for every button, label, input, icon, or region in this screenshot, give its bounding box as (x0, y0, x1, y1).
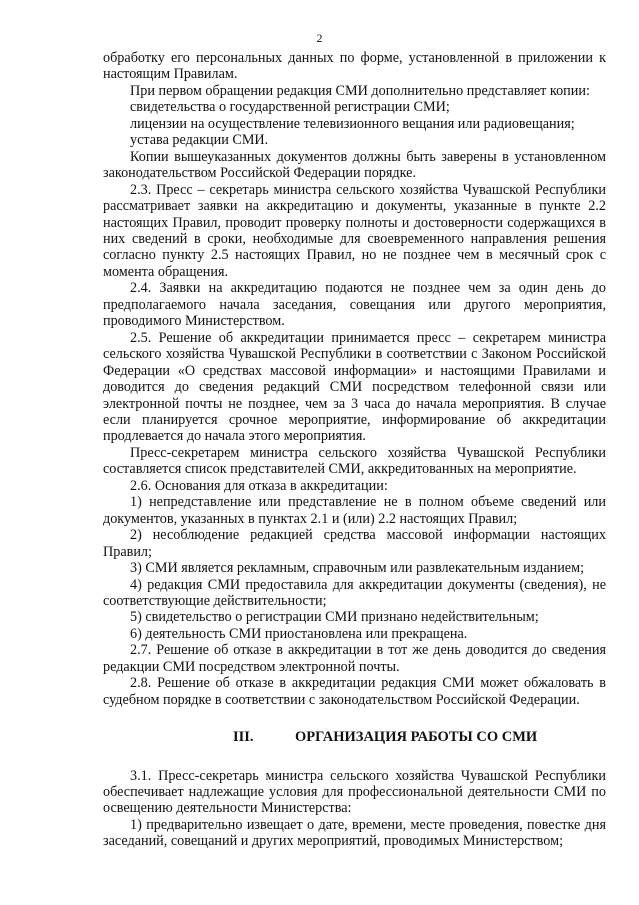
paragraph: 2.3. Пресс – секретарь министра сельского хозяйства Чувашской Республики рассматривает заявки на аккредитацию и документы, указанные в пункте 2.2 настоящих Правил, проводит проверку полноты и достоверности содержащихся в них сведений в сроки, необходимые для своевременного направления решения согласно пункту 2.5 настоящих Правил, но не позднее чем в месячный срок с момента обращения. (103, 181, 606, 280)
paragraph: При первом обращении редакция СМИ дополнительно представляет копии: (130, 82, 590, 99)
paragraph: Пресс-секретарем министра сельского хозяйства Чувашской Республики составляется список представителей СМИ, аккредитованных на мероприятие. (103, 444, 606, 478)
paragraph: 4) редакция СМИ предоставила для аккредитации документы (сведения), не соответствующие действительности; (103, 576, 606, 609)
paragraph: 2) несоблюдение редакцией средства массовой информации настоящих Правил; (103, 527, 606, 560)
section-heading (103, 729, 606, 745)
paragraph: 2.8. Решение об отказе в аккредитации редакция СМИ может обжаловать в судебном порядке в соответствии с законодательством Российской Федерации. (103, 675, 606, 708)
paragraph: 6) деятельность СМИ приостановлена или прекращена. (130, 625, 468, 642)
paragraph: 2.7. Решение об отказе в аккредитации в тот же день доводится до сведения редакции СМИ посредством электронной почты. (103, 642, 606, 675)
section-3-text (103, 768, 606, 850)
document-body (103, 50, 606, 850)
paragraph: Копии вышеуказанных документов должны быть заверены в установленном законодательством Российской Федерации порядке. (103, 148, 606, 182)
paragraph: 3.1. Пресс-секретарь министра сельского хозяйства Чувашской Республики обеспечивает надлежащие условия для профессиональной деятельности СМИ по освещению деятельности Министерства: (103, 767, 606, 817)
paragraph: 1) предварительно извещает о дате, времени, месте проведения, повестке дня заседаний, совещаний и других мероприятий, проводимых Министерством; (103, 816, 606, 850)
paragraph: 1) непредставление или представление не в полном объеме сведений или документов, указанных в пунктах 2.1 и (или) 2.2 настоящих Правил; (103, 494, 606, 527)
paragraph: 3) СМИ является рекламным, справочным или развлекательным изданием; (130, 560, 585, 577)
paragraph: 2.6. Основания для отказа в аккредитации: (130, 477, 388, 494)
paragraph: 2.4. Заявки на аккредитацию подаются не позднее чем за один день до предполагаемого начала заседания, совещания или другого мероприятия, проводимого Министерством. (103, 280, 606, 330)
paragraph: свидетельства о государственной регистрации СМИ; (130, 99, 450, 116)
paragraph: 2.5. Решение об аккредитации принимается пресс – секретарем министра сельского хозяйства Чувашской Республики в соответствии с Законом Российской Федерации «О средствах массовой информации» и настоящими Правилами и доводится до сведения редакций СМИ посредством телефонной связи или электронной почты не позднее, чем за 3 часа до начала мероприятия. В случае если планируется срочное мероприятие, информирование об аккредитации продлевается до начала этого мероприятия. (103, 329, 606, 445)
paragraph: обработку его персональных данных по форме, установленной в приложении к настоящим Правилам. (103, 50, 606, 83)
section-2-text (103, 50, 606, 708)
section-number: III. (233, 729, 254, 746)
paragraph: устава редакции СМИ. (130, 132, 269, 149)
page-number: 2 (316, 31, 323, 45)
paragraph: лицензии на осуществление телевизионного вещания или радиовещания; (130, 115, 575, 132)
section-title: ОРГАНИЗАЦИЯ РАБОТЫ СО СМИ (295, 729, 538, 746)
paragraph: 5) свидетельство о регистрации СМИ признано недействительным; (130, 609, 539, 626)
